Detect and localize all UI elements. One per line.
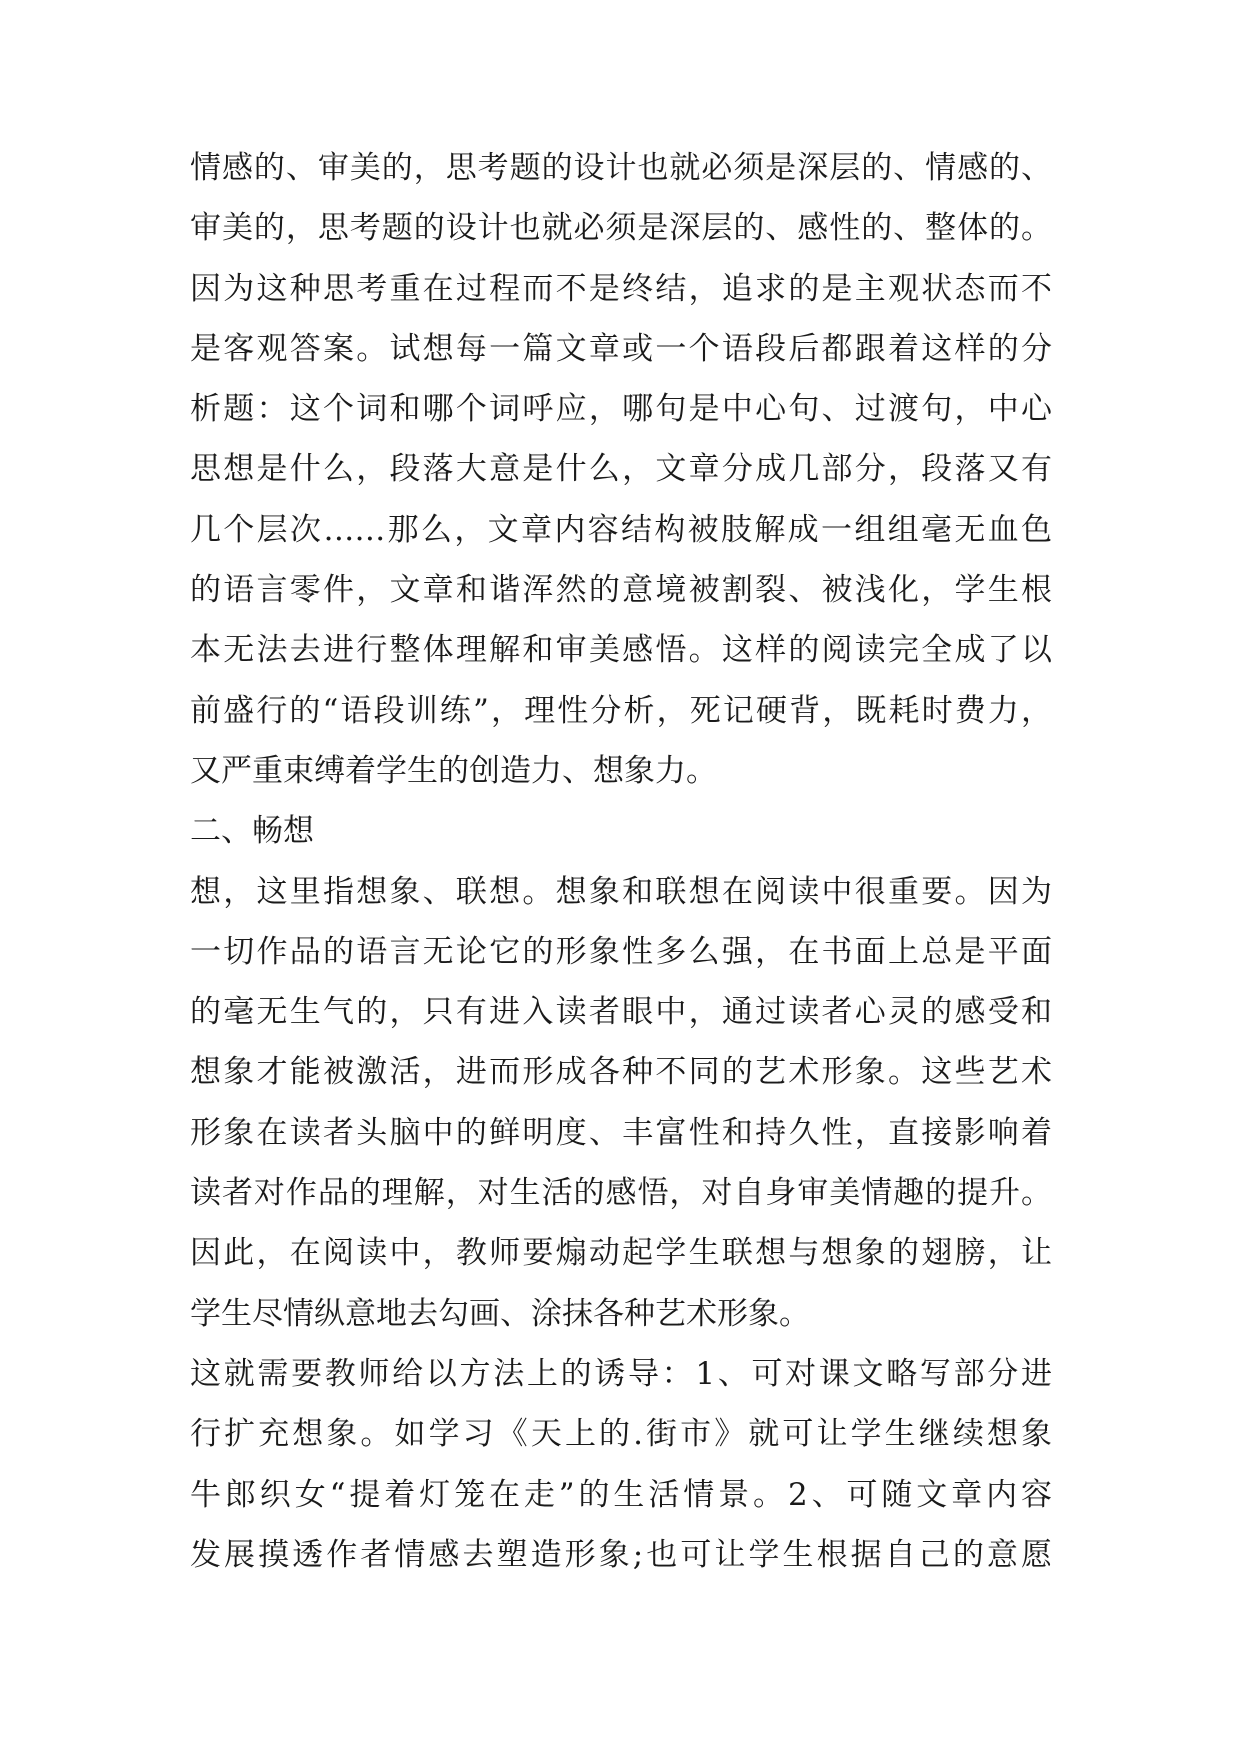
text-line: 想象才能被激活，进而形成各种不同的艺术形象。这些艺术	[190, 1054, 1052, 1091]
text-line: 思想是什么，段落大意是什么，文章分成几部分，段落又有	[190, 451, 1052, 488]
text-line: 读者对作品的理解，对生活的感悟，对自身审美情趣的提升。	[190, 1175, 1052, 1212]
text-line: 几个层次……那么，文章内容结构被肢解成一组组毫无血色	[190, 511, 1052, 548]
text-line: 的语言零件，文章和谐浑然的意境被割裂、被浅化，学生根	[190, 572, 1052, 609]
text-line: 一切作品的语言无论它的形象性多么强，在书面上总是平面	[190, 933, 1052, 970]
document-body	[190, 138, 1052, 1585]
text-line: 因为这种思考重在过程而不是终结，追求的是主观状态而不	[190, 270, 1052, 307]
text-line: 因此，在阅读中，教师要煽动起学生联想与想象的翅膀，让	[190, 1235, 1052, 1272]
text-line: 行扩充想象。如学习《天上的.街市》就可让学生继续想象	[190, 1416, 1052, 1453]
text-line: 这就需要教师给以方法上的诱导：1、可对课文略写部分进	[190, 1355, 1052, 1392]
text-line: 析题：这个词和哪个词呼应，哪句是中心句、过渡句，中心	[190, 391, 1052, 428]
text-line: 是客观答案。试想每一篇文章或一个语段后都跟着这样的分	[190, 330, 1052, 367]
text-line: 又严重束缚着学生的创造力、想象力。	[190, 752, 717, 789]
text-line: 的毫无生气的，只有进入读者眼中，通过读者心灵的感受和	[190, 994, 1052, 1031]
text-line: 学生尽情纵意地去勾画、涂抹各种艺术形象。	[190, 1295, 810, 1332]
text-line: 本无法去进行整体理解和审美感悟。这样的阅读完全成了以	[190, 632, 1052, 669]
text-line: 前盛行的“语段训练”，理性分析，死记硬背，既耗时费力，	[190, 692, 1052, 729]
text-line: 发展摸透作者情感去塑造形象;也可让学生根据自己的意愿	[190, 1536, 1052, 1573]
text-line: 审美的，思考题的设计也就必须是深层的、感性的、整体的。	[190, 210, 1052, 247]
text-line: 想，这里指想象、联想。想象和联想在阅读中很重要。因为	[190, 873, 1052, 910]
text-line: 二、畅想	[190, 813, 314, 850]
text-line: 牛郎织女“提着灯笼在走”的生活情景。2、可随文章内容	[190, 1476, 1052, 1513]
text-line: 形象在读者头脑中的鲜明度、丰富性和持久性，直接影响着	[190, 1114, 1052, 1151]
text-line: 情感的、审美的，思考题的设计也就必须是深层的、情感的、	[190, 150, 1052, 186]
